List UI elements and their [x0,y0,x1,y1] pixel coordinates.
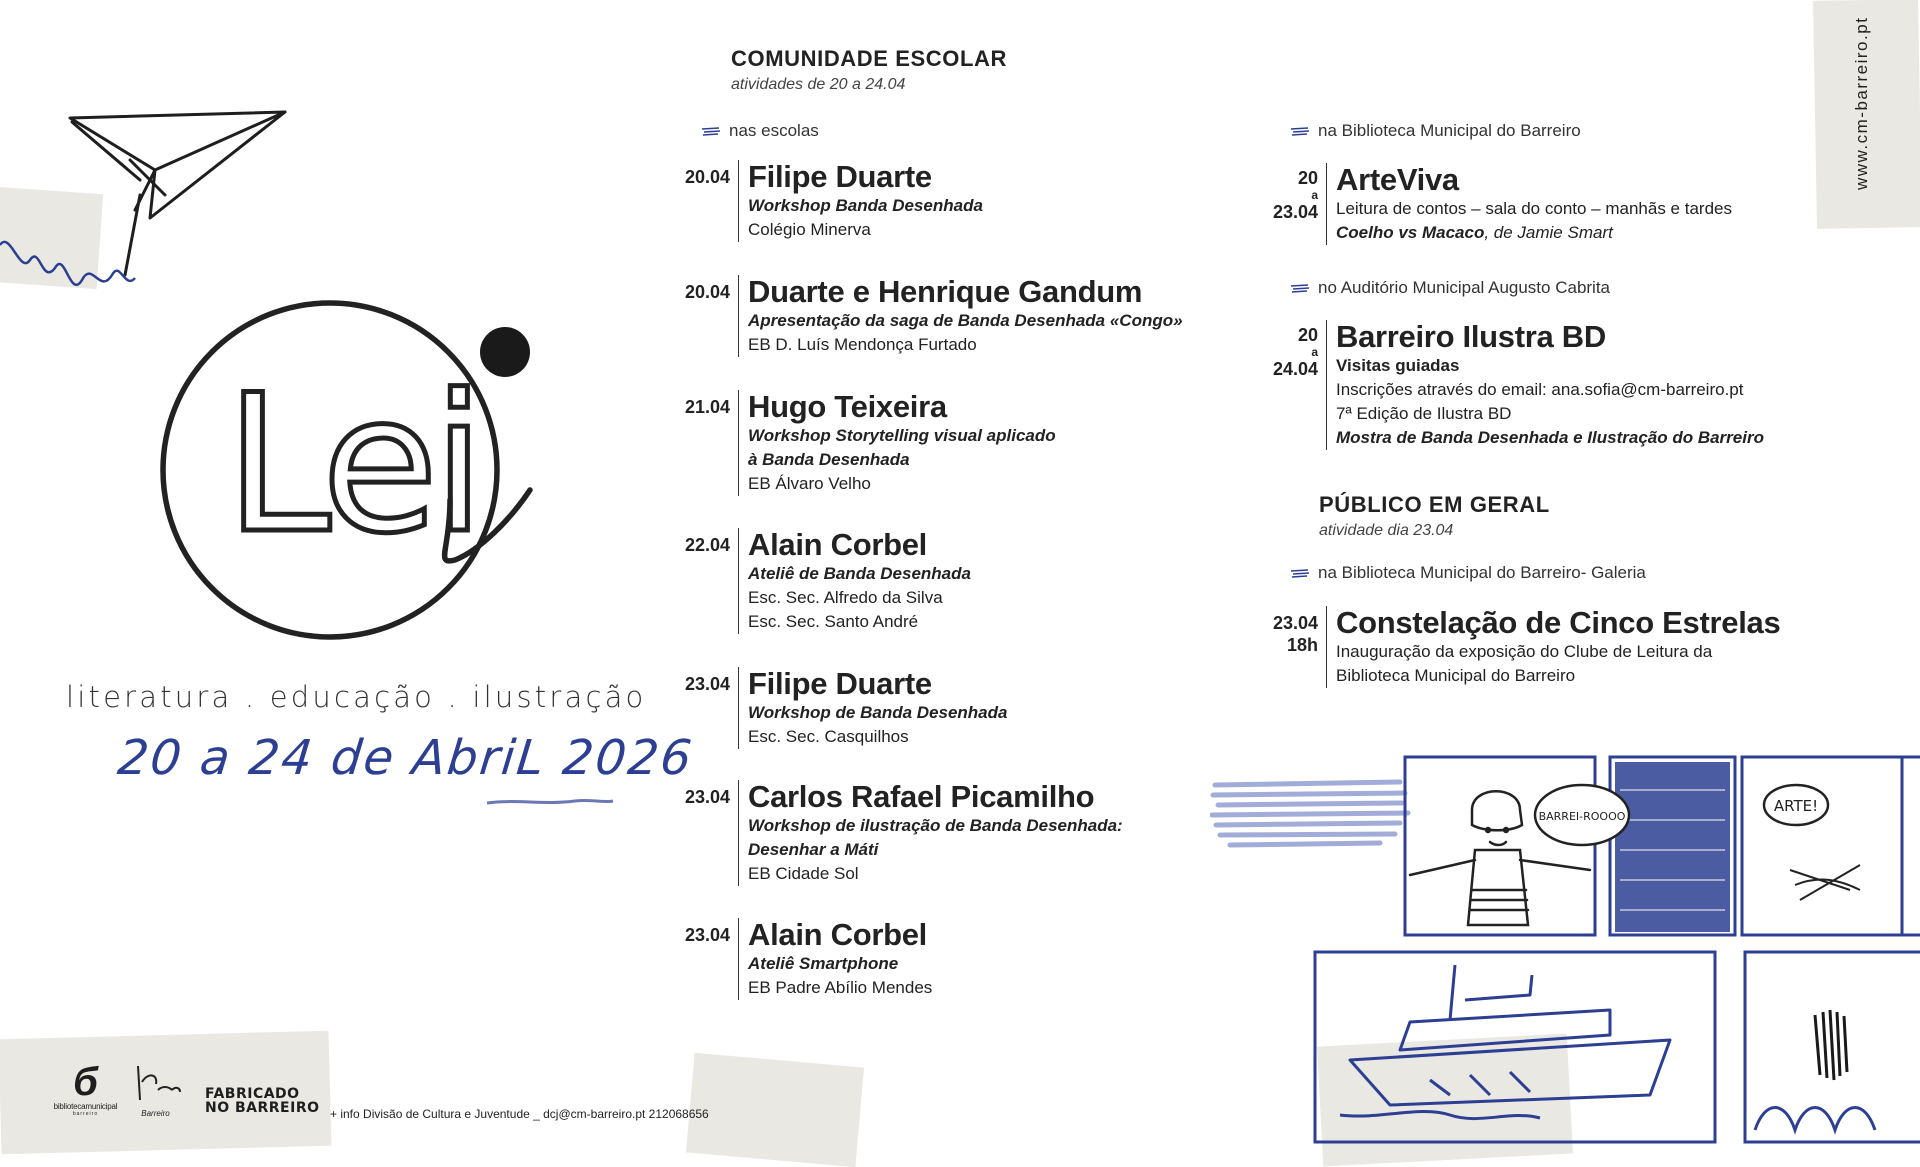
event-venue: EB Cidade Sol [748,864,859,883]
event-desc: Apresentação da saga de Banda Desenhada «Congo» [748,311,1183,330]
event-edition: 7ª Edição de Ilustra BD [1336,404,1512,423]
event-venue: Esc. Sec. Alfredo da Silva [748,588,943,607]
book-title: Coelho vs Macaco [1336,223,1485,242]
barreiro-logo [128,1062,183,1118]
event-desc: Ateliê Smartphone [748,954,899,973]
event-desc: Biblioteca Municipal do Barreiro [1336,666,1576,685]
event-date: 20.04 [684,167,730,187]
event-date-to: 23.04 [1272,202,1318,222]
lei-logo [150,290,550,650]
book-author: , de Jamie Smart [1484,223,1613,242]
event-venue: Esc. Sec. Santo André [748,612,919,631]
stroke-mark-icon [701,126,721,136]
lei-logo-text: Lei [225,354,480,575]
event-show: Mostra de Banda Desenhada e Ilustração do Barreiro [1336,428,1764,447]
event-name: Filipe Duarte [748,159,932,194]
event-date-sep: a [1311,188,1318,202]
place-schools [701,121,819,141]
place-gallery [1290,563,1646,583]
event-date: 23.04 [1272,613,1318,633]
event-name: Duarte e Henrique Gandum [748,274,1143,309]
event-venue: EB Álvaro Velho [748,474,871,493]
school-section-subtitle: atividades de 20 a 24.04 [731,76,906,93]
event-3 [660,390,1056,496]
event-desc: Workshop de ilustração de Banda Desenhada: [748,816,1123,835]
event-venue: EB D. Luís Mendonça Furtado [748,335,977,354]
event-venue: Colégio Minerva [748,220,871,239]
event-desc: Leitura de contos – sala do conto – manhãs e tardes [1336,199,1732,218]
event-date: 22.04 [684,535,730,555]
event-1 [660,160,983,242]
event-name: Alain Corbel [748,917,927,952]
event-desc: à Banda Desenhada [748,450,910,469]
paper-plane-icon [0,100,300,290]
stroke-mark-icon [1290,283,1310,293]
stroke-mark-icon [1290,568,1310,578]
event-name: Constelação de Cinco Estrelas [1336,605,1781,640]
event-venue: EB Padre Abílio Mendes [748,978,933,997]
event-2 [660,275,1183,357]
event-name: Filipe Duarte [748,666,932,701]
tagline: literatura . educação . ilustração [66,680,647,714]
event-date-from: 20 [1297,168,1318,188]
event-5 [660,667,1007,749]
event-desc: Desenhar a Máti [748,840,879,859]
festival-dates: 20 a 24 de AbriL 2026 [115,730,697,786]
place-auditorium-label: no Auditório Municipal Augusto Cabrita [1318,278,1611,297]
event-date-sep: a [1311,345,1318,359]
event-date: 23.04 [684,787,730,807]
place-gallery-label: na Biblioteca Municipal do Barreiro- Galeria [1318,563,1646,582]
event-4 [660,528,971,634]
website-url[interactable]: www.cm-barreiro.pt [1852,16,1871,190]
event-name: Carlos Rafael Picamilho [748,779,1095,814]
place-auditorium [1290,278,1610,298]
event-date-from: 20 [1297,325,1318,345]
event-arteviva [1248,163,1732,245]
event-name: Barreiro Ilustra BD [1336,319,1606,354]
barreiro-logo-text: Barreiro [141,1109,170,1118]
event-date: 23.04 [684,925,730,945]
speech-bubble-2: ARTE! [1773,797,1819,815]
stroke-mark-icon [1290,126,1310,136]
event-name: ArteViva [1336,162,1459,197]
public-section-title: PÚBLICO EM GERAL [1319,492,1550,517]
event-desc: Workshop de Banda Desenhada [748,703,1008,722]
event-name: Hugo Teixeira [748,389,947,424]
comic-illustration [1210,750,1920,1150]
fabricado-logo-line2: NO BARREIRO [205,1100,320,1116]
event-email[interactable]: Inscrições através do email: ana.sofia@cm-barreiro.pt [1336,380,1744,399]
event-desc: Ateliê de Banda Desenhada [748,564,971,583]
event-date: 20.04 [684,282,730,302]
library-logo-text: bibliotecamunicipal [53,1102,118,1111]
library-logo-sub: barreiro [72,1111,99,1117]
event-6 [660,780,1123,886]
event-desc: Workshop Storytelling visual aplicado [748,426,1056,445]
event-desc: Visitas guiadas [1336,356,1460,375]
fabricado-logo-line1: FABRICADO [205,1086,300,1102]
event-date: 23.04 [684,674,730,694]
event-name: Alain Corbel [748,527,927,562]
library-logo [48,1062,123,1117]
public-section-subtitle: atividade dia 23.04 [1319,522,1454,539]
place-schools-label: nas escolas [729,121,819,140]
event-constelacao [1248,606,1780,688]
footer-contact-info: + info Divisão de Cultura e Juventude _ dcj@cm-barreiro.pt 212068656 [330,1107,709,1121]
event-ilustra [1248,320,1764,450]
place-library [1290,121,1581,141]
event-time: 18h [1286,635,1318,655]
school-section-title: COMUNIDADE ESCOLAR [731,46,1008,71]
barreiro-logo-mark [128,1062,183,1104]
place-library-label: na Biblioteca Municipal do Barreiro [1318,121,1581,140]
event-7 [660,918,932,1000]
event-venue: Esc. Sec. Casquilhos [748,727,909,746]
event-date-to: 24.04 [1272,359,1318,379]
speech-bubble-1: BARREI-ROOOO [1538,810,1626,823]
fabricado-logo [205,1087,320,1115]
library-logo-mark: б [73,1060,98,1104]
event-date: 21.04 [684,397,730,417]
event-desc: Inauguração da exposição do Clube de Leitura da [1336,642,1713,661]
dates-underline [485,795,615,809]
event-desc: Workshop Banda Desenhada [748,196,983,215]
